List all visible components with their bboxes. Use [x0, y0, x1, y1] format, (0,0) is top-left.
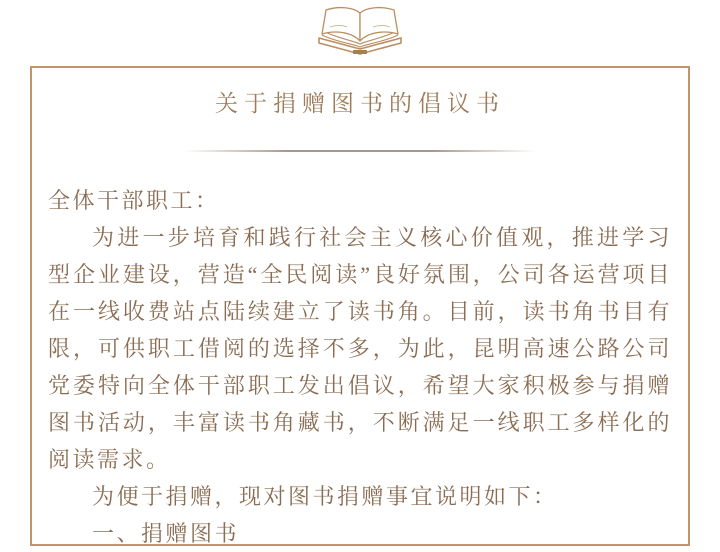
paragraph-partial-clipped: 一、捐赠图书: [92, 521, 240, 546]
document-body: [48, 182, 672, 552]
paragraph-intro-list: 为便于捐赠，现对图书捐赠事宜说明如下：: [92, 484, 558, 509]
page-title: 关于捐赠图书的倡议书: [215, 90, 505, 116]
salutation: 全体干部职工：: [48, 188, 220, 213]
title-divider: [184, 150, 536, 152]
paragraph-main: 为进一步培育和践行社会主义核心价值观，推进学习型企业建设，营造“全民阅读”良好氛围，公司各运营项目在一线收费站点陆续建立了读书角。目前，读书角书目有限，可供职工借阅的选择不多，为此，昆明高速公路公司党委特向全体干部职工发出倡议，希望大家积极参与捐赠图书活动，丰富读书角藏书，不断满足一线职工多样化的阅读需求。: [48, 225, 672, 472]
document-frame: [30, 66, 690, 546]
open-book-icon: [312, 5, 408, 55]
